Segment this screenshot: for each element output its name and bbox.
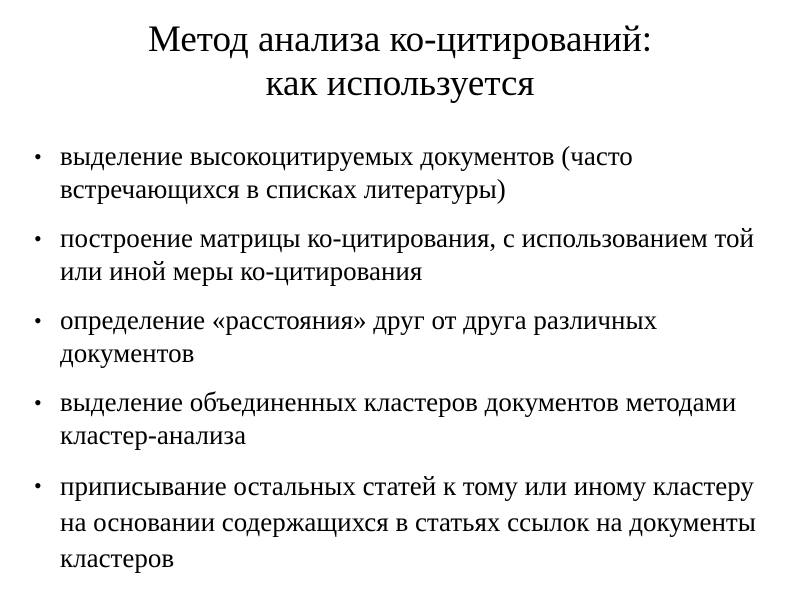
bullet-item-1 [30, 140, 770, 206]
slide-title [0, 18, 800, 106]
bullet-item-5 [30, 468, 770, 576]
bullet-list [30, 140, 770, 592]
slide-title-line-1: Метод анализа ко-цитирований: [147, 19, 653, 60]
bullet-dot-icon: • [34, 390, 42, 415]
bullet-text-1: выделение высокоцитируемых документов (часто встречающихся в списках литературы) [60, 141, 633, 204]
slide-title-line-2: как используется [265, 63, 535, 104]
bullet-text-2: построение матрицы ко-цитирования, с использованием той или иной меры ко-цитирования [60, 223, 754, 286]
bullet-item-3 [30, 304, 770, 370]
bullet-dot-icon: • [34, 144, 42, 169]
bullet-item-4 [30, 386, 770, 452]
bullet-text-5: приписывание остальных статей к тому или иному кластеру на основании содержащихся в статьях ссылок на документы кластеров [60, 471, 756, 573]
bullet-item-2 [30, 222, 770, 288]
bullet-text-4: выделение объединенных кластеров документов методами кластер-анализа [60, 387, 737, 450]
bullet-dot-icon: • [34, 226, 42, 251]
bullet-dot-icon: • [34, 473, 42, 498]
bullet-text-3: определение «расстояния» друг от друга различных документов [60, 305, 658, 368]
bullet-dot-icon: • [34, 308, 42, 333]
